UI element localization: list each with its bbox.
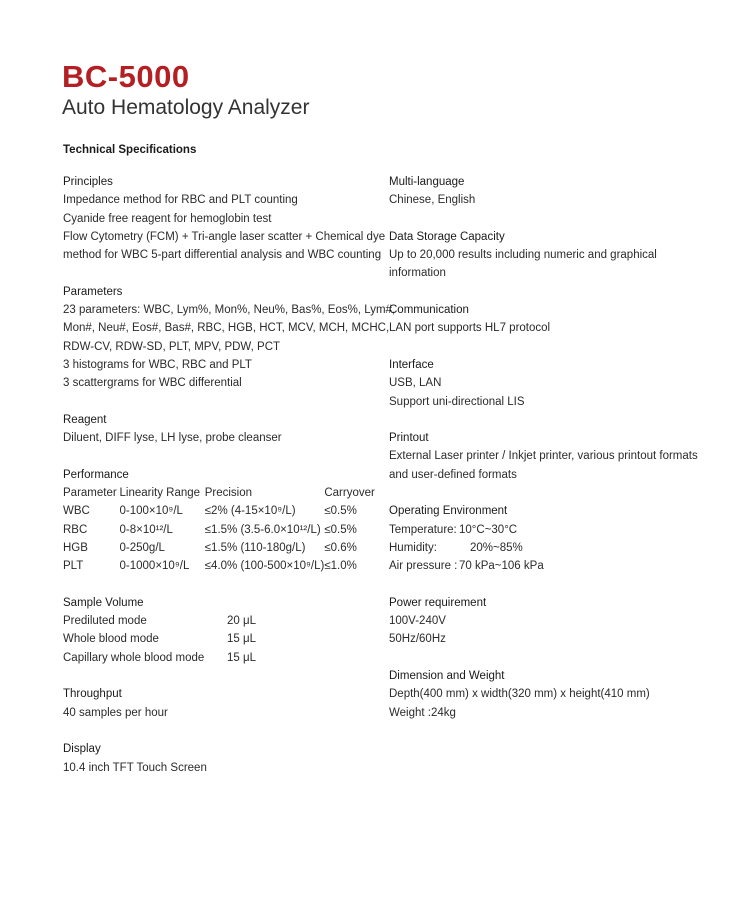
section-title: Principles — [63, 176, 113, 188]
display-section — [63, 740, 383, 777]
section-title: Sample Volume — [63, 596, 144, 609]
mode-label: Capillary whole blood mode — [63, 651, 205, 664]
table-cell: ≤4.0% (100-500×10⁹/L) — [204, 560, 325, 573]
spec-line: 100V-240V — [389, 615, 446, 628]
parameters-section — [63, 283, 396, 393]
product-model: BC-5000 — [62, 59, 190, 94]
interface-section — [389, 356, 709, 411]
power-section — [389, 594, 709, 649]
spec-line: Flow Cytometry (FCM) + Tri-angle laser scatter + Chemical dye — [63, 230, 386, 243]
section-title: Dimension and Weight — [389, 670, 505, 683]
principles-section — [63, 173, 386, 264]
section-title: Interface — [389, 358, 434, 371]
spec-line: 23 parameters: WBC, Lym%, Mon%, Neu%, Bas%, Eos%, Lym#, — [63, 304, 396, 317]
spec-line: 40 samples per hour — [63, 706, 168, 719]
mode-volume: 15 μL — [227, 633, 257, 646]
performance-table — [63, 484, 383, 575]
sample-volume-section — [63, 594, 383, 667]
table-cell: 0-1000×10⁹/L — [119, 560, 190, 573]
spec-line: Up to 20,000 results including numeric and graphical — [389, 249, 657, 262]
list-item — [63, 612, 383, 630]
spec-line: External Laser printer / Inkjet printer, various printout formats — [389, 450, 698, 463]
table-header: Linearity Range — [119, 487, 201, 500]
dimension-section — [389, 667, 709, 722]
language-section — [389, 173, 709, 210]
table-header: Parameter — [63, 487, 117, 500]
mode-label: Prediluted mode — [63, 615, 147, 628]
list-item — [63, 630, 383, 648]
section-title: Parameters — [63, 285, 123, 298]
section-title: Communication — [389, 304, 469, 317]
spec-line: Mon#, Neu#, Eos#, Bas#, RBC, HGB, HCT, MCV, MCH, MCHC, — [63, 322, 390, 335]
table-cell: RBC — [63, 523, 88, 536]
spec-line: and user-defined formats — [389, 468, 517, 481]
spec-line: Diluent, DIFF lyse, LH lyse, probe cleanser — [63, 432, 282, 445]
table-cell: ≤2% (4-15×10⁹/L) — [204, 505, 296, 518]
list-item — [389, 521, 709, 539]
table-header-row — [63, 484, 383, 502]
spec-line: Cyanide free reagent for hemoglobin test — [63, 212, 272, 225]
spec-line: 3 histograms for WBC, RBC and PLT — [63, 358, 252, 371]
table-cell: ≤0.5% — [324, 523, 357, 536]
env-value: 10°C~30°C — [459, 523, 518, 536]
list-item — [389, 539, 709, 557]
list-item — [389, 557, 709, 575]
reagent-section — [63, 411, 383, 448]
table-cell: ≤0.5% — [324, 505, 357, 518]
spec-line: 10.4 inch TFT Touch Screen — [63, 761, 207, 774]
spec-line: Impedance method for RBC and PLT counting — [63, 194, 298, 207]
technical-specifications-heading: Technical Specifications — [63, 144, 197, 156]
spec-line: LAN port supports HL7 protocol — [389, 322, 551, 335]
table-header: Precision — [204, 487, 253, 500]
table-cell: HGB — [63, 541, 88, 554]
table-header: Carryover — [324, 487, 375, 500]
section-title: Throughput — [63, 688, 122, 701]
left-column — [63, 173, 396, 795]
right-column — [389, 173, 709, 740]
mode-volume: 20 μL — [227, 615, 257, 628]
section-title: Multi-language — [389, 176, 465, 188]
spec-line: 3 scattergrams for WBC differential — [63, 377, 242, 390]
spec-line: USB, LAN — [389, 377, 442, 390]
spec-line: 50Hz/60Hz — [389, 633, 446, 646]
table-cell: 0-8×10¹²/L — [119, 523, 173, 536]
section-title: Power requirement — [389, 596, 487, 609]
section-title: Display — [63, 743, 101, 756]
env-label: Temperature: — [389, 523, 457, 536]
table-cell: 0-250g/L — [119, 541, 165, 554]
product-subtitle: Auto Hematology Analyzer — [62, 96, 310, 119]
mode-volume: 15 μL — [227, 651, 257, 664]
spec-line: RDW-CV, RDW-SD, PLT, MPV, PDW, PCT — [63, 340, 281, 353]
printout-section — [389, 429, 709, 484]
communication-section — [389, 301, 709, 338]
table-cell: ≤1.5% (3.5-6.0×10¹²/L) — [204, 523, 321, 536]
spec-line: Support uni-directional LIS — [389, 395, 525, 408]
spec-line: method for WBC 5-part differential analysis and WBC counting — [63, 249, 382, 262]
storage-section — [389, 228, 709, 283]
section-title: Performance — [63, 468, 129, 481]
table-cell: 0-100×10⁹/L — [119, 505, 183, 518]
spec-line: Depth(400 mm) x width(320 mm) x height(410 mm) — [389, 688, 650, 701]
table-row — [63, 521, 383, 539]
env-value: 70 kPa~106 kPa — [459, 560, 544, 573]
env-label: Air pressure : — [389, 560, 458, 573]
section-title: Printout — [389, 432, 429, 445]
environment-section — [389, 502, 709, 575]
spec-line: Chinese, English — [389, 194, 476, 207]
table-cell: PLT — [63, 560, 84, 573]
section-title: Operating Environment — [389, 505, 508, 518]
section-title: Reagent — [63, 413, 107, 426]
table-cell: ≤1.0% — [324, 560, 357, 573]
table-cell: WBC — [63, 505, 90, 518]
spec-line: information — [389, 267, 446, 280]
env-value: 20%~85% — [470, 541, 523, 554]
table-row — [63, 502, 383, 520]
mode-label: Whole blood mode — [63, 633, 159, 646]
table-row — [63, 557, 383, 575]
spec-line: Weight :24kg — [389, 706, 456, 719]
throughput-section — [63, 685, 383, 722]
table-row — [63, 539, 383, 557]
table-cell: ≤0.6% — [324, 541, 357, 554]
section-title: Data Storage Capacity — [389, 230, 505, 243]
performance-section — [63, 466, 383, 576]
table-cell: ≤1.5% (110-180g/L) — [204, 541, 306, 554]
list-item — [63, 649, 383, 667]
env-label: Humidity: — [389, 541, 437, 554]
